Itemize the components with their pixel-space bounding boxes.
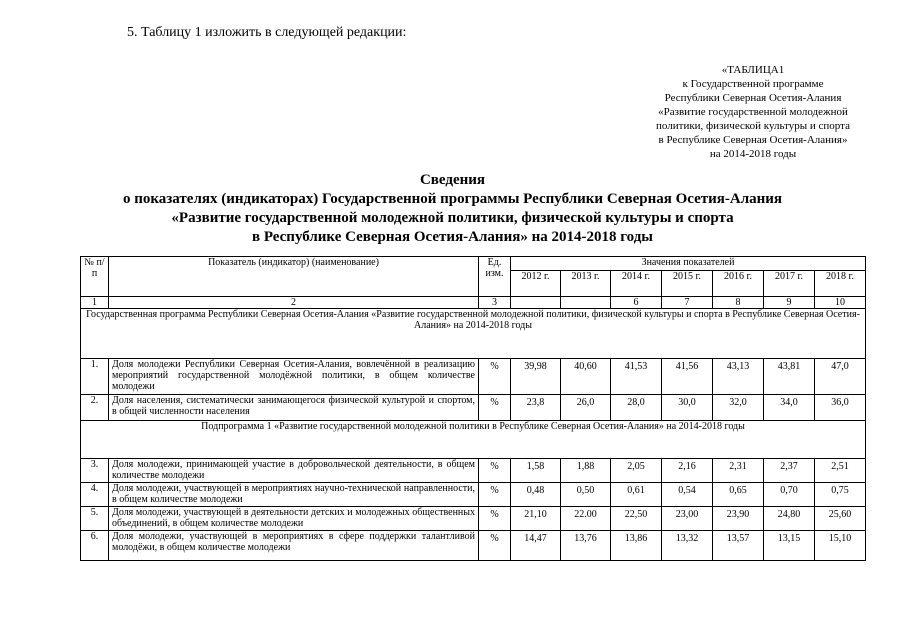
table-row: [81, 531, 866, 561]
row-unit: %: [479, 531, 511, 561]
row-value: 2,16: [662, 459, 713, 483]
row-num: 6.: [81, 531, 109, 561]
row-value: 13,15: [764, 531, 815, 561]
indicators-table: [80, 256, 866, 561]
row-value: 28,0: [611, 395, 662, 421]
row-value: 22.00: [561, 507, 611, 531]
row-value: 13,76: [561, 531, 611, 561]
row-value: 36,0: [815, 395, 866, 421]
heading-line: «Развитие государственной молодежной политики, физической культуры и спорта: [171, 210, 734, 226]
index-cell: [511, 297, 561, 309]
row-value: 26,0: [561, 395, 611, 421]
header-num: № п/п: [81, 257, 109, 297]
index-cell: 2: [109, 297, 479, 309]
row-indicator: Доля населения, систематически занимающегося физической культурой и спортом, в общей численности населения: [109, 395, 479, 421]
index-cell: [561, 297, 611, 309]
header-year: 2014 г.: [611, 271, 662, 297]
attachment-line: «ТАБЛИЦА1: [721, 64, 785, 76]
header-indicator: Показатель (индикатор) (наименование): [109, 257, 479, 297]
row-value: 43,13: [713, 359, 764, 395]
row-value: 0,65: [713, 483, 764, 507]
row-unit: %: [479, 359, 511, 395]
row-value: 13,32: [662, 531, 713, 561]
heading-line: Сведения: [419, 172, 486, 188]
intro-text: 5. Таблицу 1 изложить в следующей редакции:: [127, 25, 407, 40]
section-row-subprogram: [81, 421, 866, 459]
row-value: 0,50: [561, 483, 611, 507]
header-year: 2013 г.: [561, 271, 611, 297]
attachment-line: в Республике Северная Осетия-Алания»: [658, 134, 848, 146]
row-indicator: Доля молодежи, участвующей в мероприятиях в сфере поддержки талантливой молодёжи, в общем количестве молодежи: [109, 531, 479, 561]
document-heading: [0, 171, 905, 247]
attachment-line: к Государственной программе: [682, 78, 824, 90]
row-value: 41,53: [611, 359, 662, 395]
table-index-row: [81, 297, 866, 309]
header-values: Значения показателей: [511, 257, 866, 271]
heading-line: о показателях (индикаторах) Государственной программы Республики Северная Осетия-Алания: [122, 191, 783, 207]
index-cell: 6: [611, 297, 662, 309]
row-unit: %: [479, 483, 511, 507]
row-value: 47,0: [815, 359, 866, 395]
row-value: 23,8: [511, 395, 561, 421]
row-value: 1,88: [561, 459, 611, 483]
row-num: 3.: [81, 459, 109, 483]
row-value: 34,0: [764, 395, 815, 421]
row-indicator: Доля молодежи Республики Северная Осетия-Алания, вовлечённой в реализацию мероприятий государственной молодёжной политики, в общем количестве молодежи: [109, 359, 479, 395]
row-value: 1,58: [511, 459, 561, 483]
heading-line: в Республике Северная Осетия-Алания» на 2014-2018 годы: [251, 229, 654, 245]
header-year: 2015 г.: [662, 271, 713, 297]
row-value: 14,47: [511, 531, 561, 561]
row-value: 13,86: [611, 531, 662, 561]
index-cell: 1: [81, 297, 109, 309]
row-unit: %: [479, 459, 511, 483]
row-value: 23,00: [662, 507, 713, 531]
row-indicator: Доля молодежи, принимающей участие в добровольческой деятельности, в общем количестве молодежи: [109, 459, 479, 483]
row-value: 25,60: [815, 507, 866, 531]
attachment-line: Республики Северная Осетия-Алания: [664, 92, 842, 104]
attachment-block: [628, 63, 878, 161]
index-cell: 7: [662, 297, 713, 309]
row-indicator: Доля молодежи, участвующей в мероприятиях научно-технической направленности, в общем количестве молодежи: [109, 483, 479, 507]
row-value: 2,31: [713, 459, 764, 483]
row-value: 0,54: [662, 483, 713, 507]
header-year: 2018 г.: [815, 271, 866, 297]
row-value: 0,48: [511, 483, 561, 507]
header-year: 2012 г.: [511, 271, 561, 297]
row-value: 41,56: [662, 359, 713, 395]
section-title: Подпрограмма 1 «Развитие государственной молодежной политики в Республике Северная Осетия-Алания» на 2014-2018 годы: [81, 421, 866, 459]
row-num: 2.: [81, 395, 109, 421]
row-value: 30,0: [662, 395, 713, 421]
header-year: 2016 г.: [713, 271, 764, 297]
row-value: 40,60: [561, 359, 611, 395]
table-row: [81, 507, 866, 531]
section-title: Государственная программа Республики Северная Осетия-Алания «Развитие государственной молодежной политики, физической культуры и спорта в Республике Северная Осетия-Алания» на 2014-2018 годы: [81, 309, 866, 359]
row-unit: %: [479, 395, 511, 421]
row-value: 15,10: [815, 531, 866, 561]
index-cell: 10: [815, 297, 866, 309]
row-num: 4.: [81, 483, 109, 507]
row-value: 2,37: [764, 459, 815, 483]
table-header-row: [81, 257, 866, 271]
table-row: [81, 359, 866, 395]
index-cell: 3: [479, 297, 511, 309]
row-value: 21,10: [511, 507, 561, 531]
header-year: 2017 г.: [764, 271, 815, 297]
row-unit: %: [479, 507, 511, 531]
attachment-line: «Развитие государственной молодежной: [658, 106, 848, 118]
row-value: 0,70: [764, 483, 815, 507]
row-num: 5.: [81, 507, 109, 531]
row-value: 13,57: [713, 531, 764, 561]
row-value: 0,75: [815, 483, 866, 507]
row-value: 0,61: [611, 483, 662, 507]
row-value: 23,90: [713, 507, 764, 531]
table-row: [81, 459, 866, 483]
row-num: 1.: [81, 359, 109, 395]
row-value: 39,98: [511, 359, 561, 395]
row-value: 2,05: [611, 459, 662, 483]
header-unit: Ед. изм.: [479, 257, 511, 297]
attachment-line: политики, физической культуры и спорта: [656, 120, 850, 132]
row-indicator: Доля молодежи, участвующей в деятельности детских и молодежных общественных объединений, в общем количестве молодежи: [109, 507, 479, 531]
row-value: 43,81: [764, 359, 815, 395]
attachment-line: на 2014-2018 годы: [709, 148, 797, 160]
row-value: 32,0: [713, 395, 764, 421]
row-value: 2,51: [815, 459, 866, 483]
section-row-program: [81, 309, 866, 359]
table-row: [81, 483, 866, 507]
row-value: 24,80: [764, 507, 815, 531]
index-cell: 8: [713, 297, 764, 309]
index-cell: 9: [764, 297, 815, 309]
table-row: [81, 395, 866, 421]
row-value: 22,50: [611, 507, 662, 531]
